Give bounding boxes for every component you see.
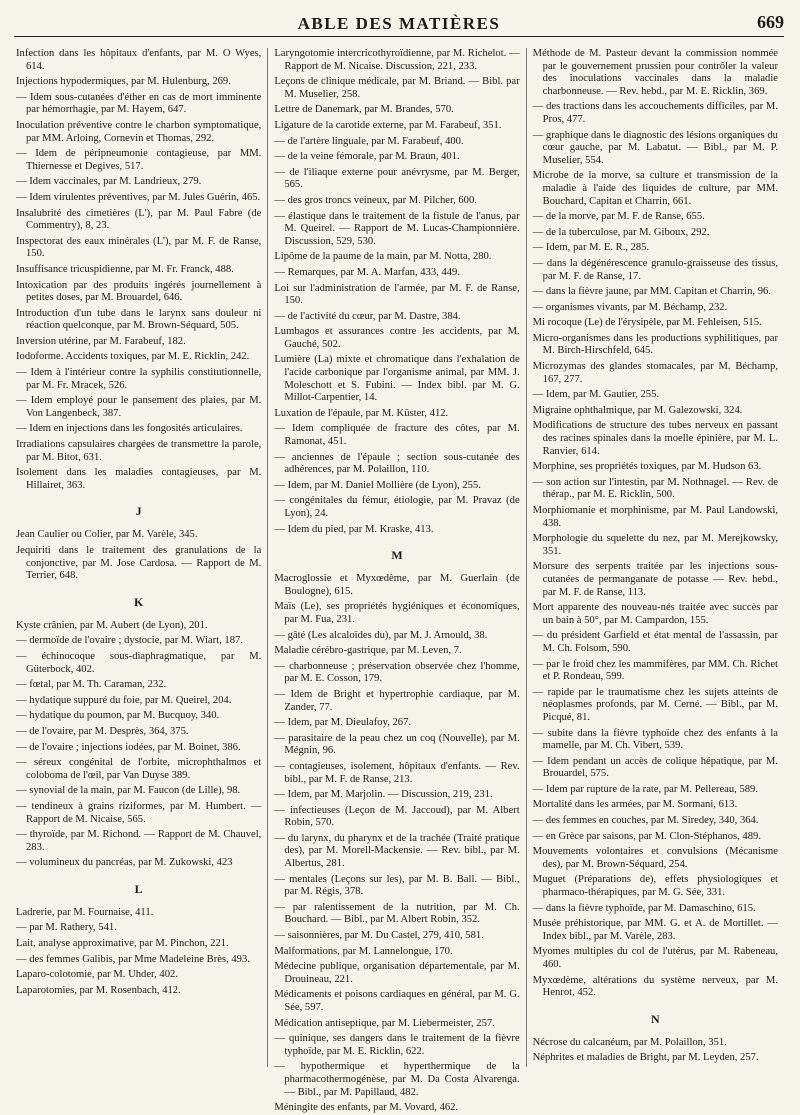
index-entry: Inoculation préventive contre le charbon symptomatique, par MM. Arloing, Cornevin et Thomas, 292.: [16, 119, 262, 144]
index-entry: — gâté (Les alcaloïdes du), par M. J. Arnould, 38.: [274, 629, 488, 641]
index-entry: Médication antiseptique, par M. Liebermeister, 257.: [274, 1017, 495, 1029]
index-entry: — Idem de péripneumonie contagieuse, par MM. Thiernesse et Degives, 517.: [16, 148, 262, 172]
index-entry: — Idem compliquée de fracture des côtes, par M. Ramonat, 451.: [274, 423, 520, 448]
index-entry: Morsure des serpents traitée par les injections sous-cutanées de permanganate de potasse — Rev. hebd., par M. F. de Ranse, 113.: [532, 561, 778, 598]
section-letter-heading: M: [391, 548, 403, 563]
index-entry: Jequiriti dans le traitement des granulations de la conjonctive, par M. Jose Cardosa. — Rapport de M. Terrier, 648.: [16, 545, 262, 582]
index-entry: — dans la fièvre typhoïde, par M. Damaschino, 615.: [532, 902, 756, 914]
section-letter-heading: K: [133, 594, 144, 609]
index-entry: — dermoïde de l'ovaire ; dystocie, par M. Wiart, 187.: [16, 635, 243, 647]
index-entry: — synovial de la main, par M. Faucon (de Lille), 98.: [16, 785, 241, 797]
index-entry: Micro-organismes dans les productions syphilitiques, par M. Birch-Hirschfeld, 645.: [532, 332, 778, 357]
index-entry: — Idem par rupture de la rate, par M. Pellereau, 589.: [532, 783, 758, 795]
index-entry: — en Grèce par saisons, par M. Clon-Stéphanos, 489.: [532, 830, 761, 842]
column-right: [526, 48, 784, 1067]
index-entry: Irradiations capsulaires chargées de transmettre la parole, par M. Bitot, 631.: [16, 439, 262, 463]
index-entry: — tendineux à grains riziformes, par M. Humbert. — Rapport de M. Nicaise, 565.: [16, 800, 262, 825]
index-entry: — des tractions dans les accouchements difficiles, par M. Pros, 477.: [532, 101, 778, 125]
index-entry: — volumineux du pancréas, par M. Zukowski, 423: [16, 857, 233, 869]
index-entry: Maladie cérébro-gastrique, par M. Leven, 7.: [274, 645, 462, 657]
index-entry: — de l'activité du cœur, par M. Dastre, 384.: [274, 310, 461, 322]
index-entry: Injections hypodermiques, par M. Hulenburg, 269.: [16, 76, 231, 88]
column-middle: [267, 48, 525, 1114]
section-letter-heading: J: [135, 504, 142, 519]
index-entry: Jean Caulier ou Colier, par M. Varèle, 345.: [16, 529, 198, 541]
section-letter-heading: N: [650, 1011, 660, 1026]
index-entry: — Idem pendant un accès de colique hépatique, par M. Brouardel, 575.: [532, 755, 778, 780]
index-entry: Méningite des enfants, par M. Vovard, 462.: [274, 1102, 459, 1114]
index-entry: Iodoforme. Accidents toxiques, par M. E. Ricklin, 242.: [16, 351, 250, 363]
index-entry: Laparotomies, par M. Rosenbach, 412.: [16, 984, 181, 996]
index-entry: Modifications de structure des tubes nerveux en passant des racines spinales dans la moelle épinière, par M. L. Ranvier, 614.: [532, 420, 778, 457]
index-entry: Migraine ophthalmique, par M. Galezowski, 324.: [532, 404, 743, 416]
index-entry: Laryngotomie intercricothyroïdienne, par M. Richelot. — Rapport de M. Nicaise. Discussion, 221, 233.: [274, 48, 520, 72]
index-entry: Médecine publique, organisation départementale, par M. Drouineau, 221.: [274, 961, 520, 985]
index-entry: Myomes multiples du col de l'utérus, par M. Rabeneau, 460.: [532, 946, 778, 970]
index-entry: Néphrites et maladies de Bright, par M. Leyden, 257.: [532, 1052, 759, 1064]
index-entry: — de l'ovaire, par M. Desprès, 364, 375.: [16, 725, 189, 737]
page-number: 669: [757, 12, 784, 32]
index-entry: Myxœdème, altérations du système nerveux, par M. Henrot, 452.: [532, 974, 778, 999]
index-entry: Méthode de M. Pasteur devant la commission nommée par le gouvernement prussien pour contrôler la valeur des inoculations vaccinales dans la maladie charbonneuse. — Rev. hebd., par M. E. Ricklin, 369.: [532, 48, 778, 97]
index-entry: — des femmes en couches, par M. Siredey, 340, 364.: [532, 815, 759, 827]
index-entry: — rapide par le traumatisme chez les sujets atteints de néoplasmes profonds, par M. Cerné. — Bibl., par M. Picqué, 81.: [532, 686, 778, 723]
index-entry: — Idem employé pour le pansement des plaies, par M. Von Langenbeck, 387.: [16, 395, 262, 419]
index-entry: — graphique dans le diagnostic des lésions organiques du cœur gauche, par M. Labatut. — Bibl., par M. P. Muselier, 554.: [532, 129, 778, 166]
column-left: [14, 48, 267, 1067]
index-entry: Insuffisance tricuspidienne, par M. Fr. Franck, 488.: [16, 263, 234, 275]
index-entry: — élastique dans le traitement de la fistule de l'anus, par M. Queirel. — Rapport de M. Lucas-Championnière. Discussion, 529, 530.: [274, 210, 520, 247]
index-entry: — Idem sous-cutanées d'éther en cas de mort imminente par hémorrhagie, par M. Hayem, 647.: [16, 91, 262, 116]
index-entry: — parasitaire de la peau chez un coq (Nouvelle), par M. Mégnin, 96.: [274, 732, 520, 757]
index-entry: — de la veine fémorale, par M. Braun, 401.: [274, 151, 460, 163]
index-entry: — de la morve, par M. F. de Ranse, 655.: [532, 211, 705, 223]
index-entry: — subite dans la fièvre typhoïde chez des enfants à la mamelle, par M. Ch. Vibert, 539.: [532, 727, 778, 752]
index-entry: Microbe de la morve, sa culture et transmission de la maladie à l'aide des liquides de culture, par MM. Bouchard, Capitan et Charrin, 661.: [532, 170, 778, 207]
index-entry: Muguet (Préparations de), effets physiologiques et pharmaco-thérapiques, par M. G. Sée, 331.: [532, 874, 778, 899]
index-entry: Morphine, ses propriétés toxiques, par M. Hudson 63.: [532, 461, 762, 473]
index-entry: — Idem, par M. Gautier, 255.: [532, 389, 660, 401]
index-entry: — Remarques, par M. A. Marfan, 433, 449.: [274, 266, 460, 278]
index-entry: Laparo-colotomie, par M. Uhder, 402.: [16, 969, 178, 981]
index-entry: — Idem, par M. Daniel Mollière (de Lyon), 255.: [274, 479, 481, 491]
index-entry: Ligature de la carotide externe, par M. Farabeuf, 351.: [274, 119, 502, 131]
index-entry: Microzymas des glandes stomacales, par M. Béchamp, 167, 277.: [532, 361, 778, 385]
index-entry: — des gros troncs veineux, par M. Pilcher, 600.: [274, 194, 477, 206]
index-entry: Morphologie du squelette du nez, par M. Merejkowsky, 351.: [532, 533, 778, 557]
page-title: ABLE DES MATIÈRES: [297, 14, 501, 33]
index-entry: — de l'artère linguale, par M. Farabeuf, 400.: [274, 135, 464, 147]
index-entry: — infectieuses (Leçon de M. Jaccoud), par M. Albert Robin, 570.: [274, 804, 520, 829]
index-entry: Loi sur l'administration de l'armée, par M. F. de Ranse, 150.: [274, 282, 520, 307]
index-entry: — dans la dégénérescence granulo-graisseuse des tissus, par M. F. de Ranse, 17.: [532, 257, 778, 282]
index-entry: — Idem, par M. E. R., 285.: [532, 242, 650, 254]
index-entry: — échinocoque sous-diaphragmatique, par M. Güterbock, 402.: [16, 650, 262, 675]
index-entry: — du larynx, du pharynx et de la trachée (Traité pratique des), par M. Morell-Mackensie. — Rev. bibl., par M. Albertus, 281.: [274, 832, 520, 870]
index-entry: — son action sur l'intestin, par M. Nothnagel. — Rev. de thérap., par M. E. Ricklin, 500.: [532, 476, 778, 501]
index-entry: — par le froid chez les mammifères, par MM. Ch. Richet et P. Rondeau, 599.: [532, 658, 778, 683]
index-entry: Lumbagos et assurances contre les accidents, par M. Gauché, 502.: [274, 326, 520, 350]
index-entry: — de l'ovaire ; injections iodées, par M. Boinet, 386.: [16, 741, 241, 753]
index-entry: Introduction d'un tube dans le larynx sans douleur ni réaction quelconque, par M. Brown-Séquard, 505.: [16, 307, 262, 332]
index-entry: — Idem vaccinales, par M. Landrieux, 279.: [16, 176, 202, 188]
index-columns: [14, 48, 784, 1114]
index-entry: Mort apparente des nouveau-nés traitée avec succès par un bain à 50°, par M. Campardon, 155.: [532, 602, 778, 626]
index-entry: — par ralentissement de la nutrition, par M. Ch. Bouchard. — Bibl., par M. Albert Robin, 352.: [274, 901, 520, 926]
index-entry: — congénitales du fémur, étiologie, par M. Pravaz (de Lyon), 24.: [274, 495, 520, 519]
index-entry: — par M. Rathery, 541.: [16, 922, 117, 934]
index-entry: Mortalité dans les armées, par M. Sormani, 613.: [532, 799, 738, 811]
index-entry: — des femmes Galibis, par Mme Madeleine Brès, 493.: [16, 953, 250, 965]
index-entry: — thyroïde, par M. Richond. — Rapport de M. Chauvel, 283.: [16, 829, 262, 853]
section-letter-heading: L: [134, 881, 143, 896]
index-entry: — hydatique du poumon, par M. Bucquoy, 340.: [16, 710, 220, 722]
index-entry: — Idem du pied, par M. Kraske, 413.: [274, 523, 434, 535]
index-entry: Musée préhistorique, par MM. G. et A. de Mortillet. — Index bibl., par M. Varèle, 283.: [532, 918, 778, 942]
index-entry: — dans la fièvre jaune, par MM. Capitan et Charrin, 96.: [532, 286, 771, 298]
index-entry: Kyste crânien, par M. Aubert (de Lyon), 201.: [16, 619, 208, 631]
index-entry: Médicaments et poisons cardiaques en général, par M. G. Sée, 597.: [274, 989, 520, 1013]
index-entry: Isolement dans les maladies contagieuses, par M. Hillairet, 363.: [16, 467, 262, 491]
index-entry: — fœtal, par M. Th. Caraman, 232.: [16, 679, 167, 691]
index-entry: — de l'iliaque externe pour anévrysme, par M. Berger, 565.: [274, 166, 520, 191]
index-entry: Maïs (Le), ses propriétés hygiéniques et économiques, par M. Fua, 231.: [274, 601, 520, 625]
index-entry: — mentales (Leçons sur les), par M. B. Ball. — Bibl., par M. Régis, 378.: [274, 873, 520, 898]
index-entry: — séreux congénital de l'orbite, microphthalmos et coloboma de l'œil, par Van Duyse 389.: [16, 757, 262, 781]
index-entry: Mi rocoque (Le) de l'érysipèle, par M. Fehleisen, 515.: [532, 317, 762, 329]
index-entry: Ladrerie, par M. Fournaise, 411.: [16, 906, 154, 918]
index-entry: — contagieuses, isolement, hôpitaux d'enfants. — Rev. bibl., par M. F. de Ranse, 213.: [274, 760, 520, 785]
page-header: [14, 8, 784, 37]
index-entry: — charbonneuse ; préservation observée chez l'homme, par M. E. Cosson, 179.: [274, 660, 520, 685]
index-entry: Lipôme de la paume de la main, par M. Notta, 280.: [274, 251, 492, 263]
index-entry: — Idem, par M. Dieulafoy, 267.: [274, 717, 412, 729]
index-entry: Luxation de l'épaule, par M. Küster, 412.: [274, 407, 449, 419]
index-entry: — hypothermique et hyperthermique de la pharmacothermogénèse, par M. Da Costa Alvarenga. — Bibl., par M. Papillaud, 482.: [274, 1061, 520, 1098]
index-entry: — quinique, ses dangers dans le traitement de la fièvre typhoïde, par M. E. Ricklin, 622.: [274, 1033, 520, 1057]
index-entry: — de la tuberculose, par M. Giboux, 292.: [532, 226, 710, 238]
index-entry: Malformations, par M. Lannelongue, 170.: [274, 945, 453, 957]
index-entry: Lumière (La) mixte et chromatique dans l'exhalation de l'acide carbonique par l'organisme animal, par MM. J. Moleschott et S. Fubini. — Index bibl. par M. G. Millot-Carpentier, 14.: [274, 354, 520, 404]
index-entry: Intoxication par des produits ingérés journellement à petites doses, par M. Brouardel, 646.: [16, 279, 262, 304]
index-entry: Infection dans les hôpitaux d'enfants, par M. O Wyes, 614.: [16, 48, 262, 72]
index-entry: Lettre de Danemark, par M. Brandes, 570.: [274, 104, 454, 116]
index-entry: — Idem, par M. Marjolin. — Discussion, 219, 231.: [274, 789, 493, 801]
index-entry: — du président Garfield et état mental de l'assassin, par M. Ch. Folsom, 590.: [532, 630, 778, 654]
index-entry: — hydatique suppuré du foie, par M. Queirel, 204.: [16, 694, 232, 706]
index-entry: Morphiomanie et morphinisme, par M. Paul Landowski, 438.: [532, 505, 778, 529]
index-entry: — Idem de Bright et hypertrophie cardiaque, par M. Zander, 77.: [274, 688, 520, 713]
index-entry: Insalubrité des cimetières (L'), par M. Paul Fabre (de Commentry), 8, 23.: [16, 207, 262, 232]
index-entry: — Idem en injections dans les fongosités articulaires.: [16, 423, 243, 435]
index-entry: Leçons de clinique médicale, par M. Briand. — Bibl. par M. Muselier, 258.: [274, 76, 520, 100]
index-entry: Inspectorat des eaux minérales (L'), par M. F. de Ranse, 150.: [16, 235, 262, 260]
index-entry: Mouvements volontaires et convulsions (Mécanisme des), par M. Brown-Séquard, 254.: [532, 846, 778, 870]
index-entry: — anciennes de l'épaule ; section sous-cutanée des adhérences, par M. Polaillon, 110.: [274, 451, 520, 476]
index-entry: — organismes vivants, par M. Béchamp, 232.: [532, 301, 728, 313]
index-entry: Nécrose du calcanéum, par M. Polaillon, 351.: [532, 1036, 727, 1048]
index-entry: — Idem à l'intérieur contre la syphilis constitutionnelle, par M. Fr. Mracek, 526.: [16, 367, 262, 391]
index-entry: — Idem virulentes préventives, par M. Jules Guérin, 465.: [16, 191, 261, 203]
index-entry: Inversion utérine, par M. Farabeuf, 182.: [16, 335, 186, 347]
index-entry: Macroglossie et Myxœdème, par M. Guerlain (de Boulogne), 615.: [274, 573, 520, 597]
index-entry: Lait, analyse approximative, par M. Pinchon, 221.: [16, 938, 229, 950]
index-entry: — saisonnières, par M. Du Castel, 279, 410, 581.: [274, 930, 484, 942]
